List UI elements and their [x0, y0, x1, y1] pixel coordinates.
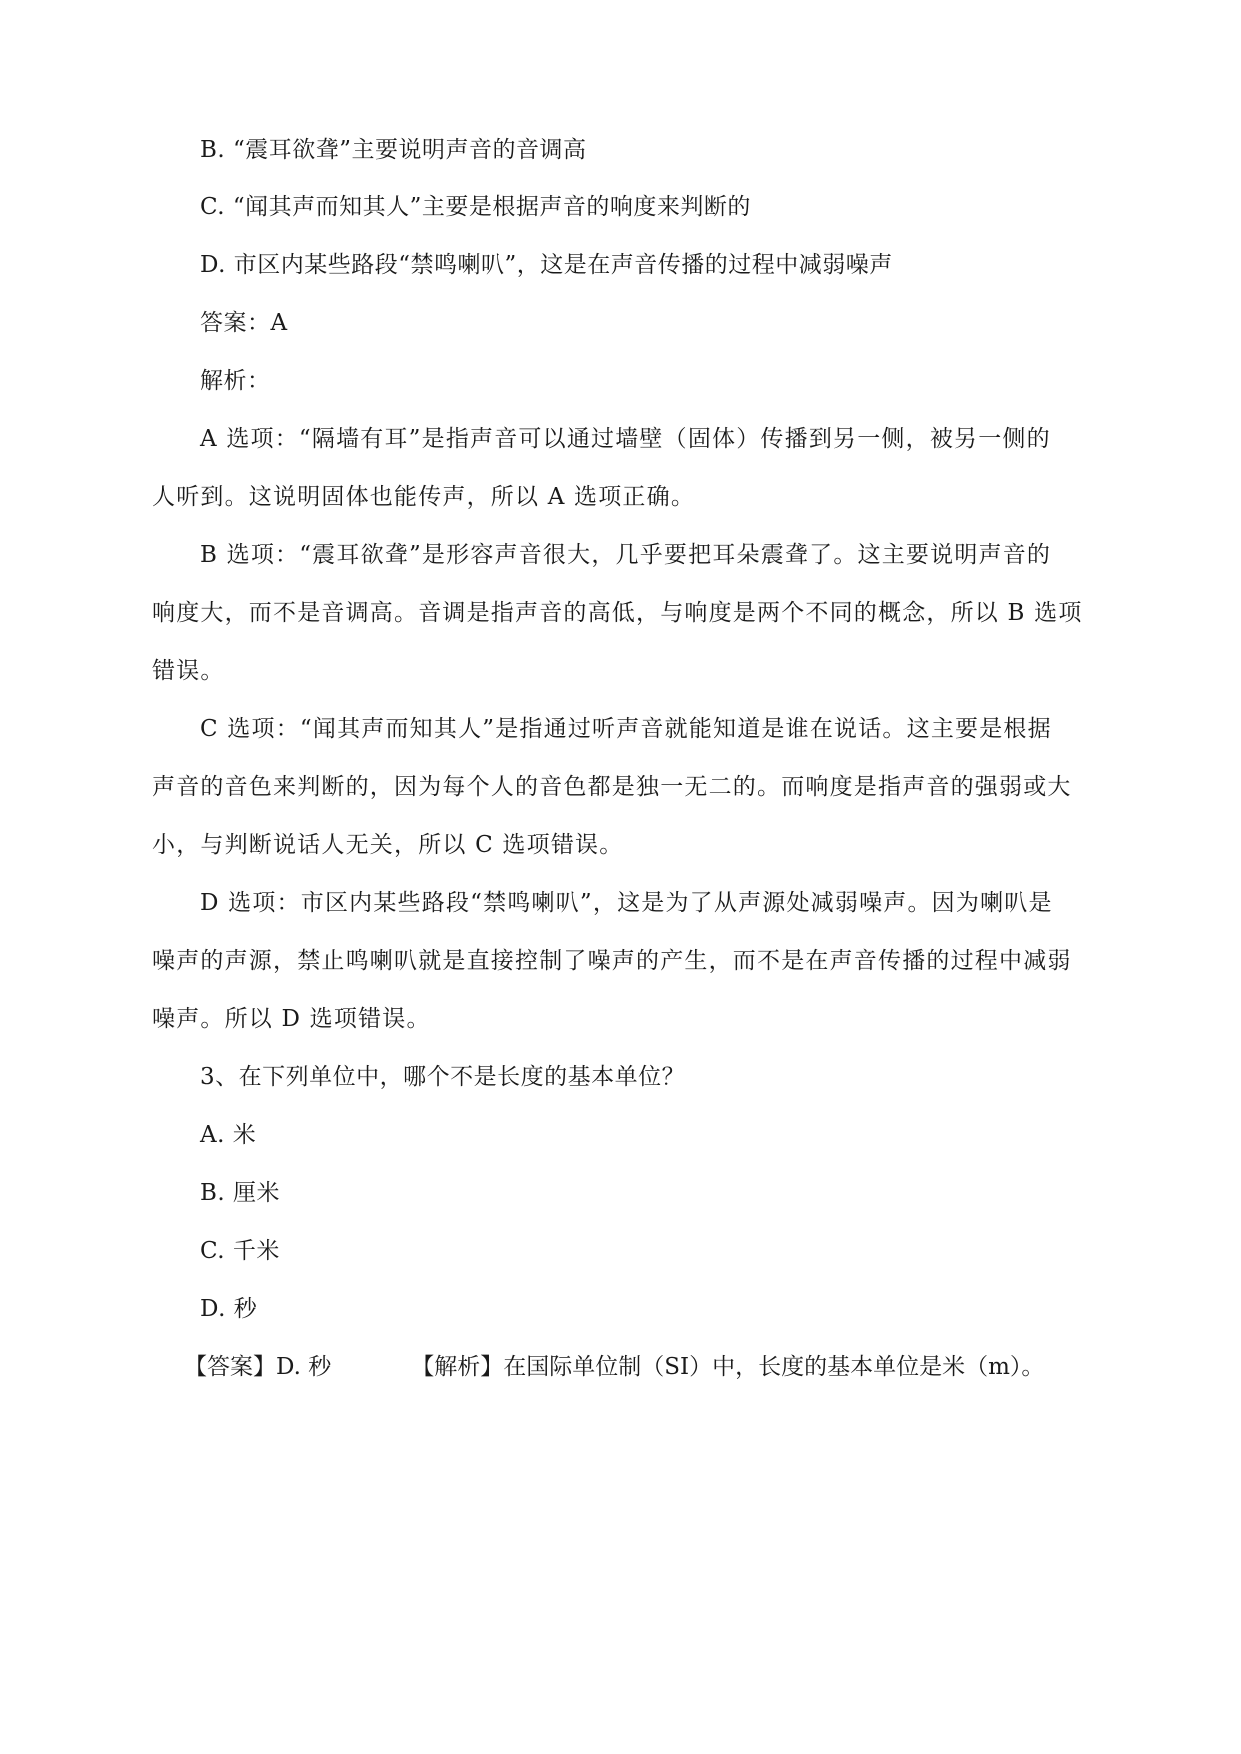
option-d-prev: D. 市区内某些路段“禁鸣喇叭”，这是在声音传播的过程中减弱噪声 — [200, 252, 893, 278]
question-3-option-b: B. 厘米 — [200, 1180, 281, 1206]
question-3-stem: 3、在下列单位中，哪个不是长度的基本单位？ — [200, 1064, 686, 1090]
analysis-d-line1: D 选项：市区内某些路段“禁鸣喇叭”，这是为了从声源处减弱噪声。因为喇叭是 — [200, 890, 1053, 916]
option-c-prev: C. “闻其声而知其人”主要是根据声音的响度来判断的 — [200, 194, 751, 220]
analysis-b-line3: 错误。 — [152, 658, 225, 684]
option-b-prev: B. “震耳欲聋”主要说明声音的音调高 — [200, 137, 587, 163]
question-3-option-d: D. 秒 — [200, 1296, 258, 1322]
analysis-c-line3: 小，与判断说话人无关，所以 C 选项错误。 — [152, 832, 624, 858]
question-3-analysis: 【解析】在国际单位制（SI）中，长度的基本单位是米（m）。 — [411, 1354, 1045, 1380]
analysis-a-line1: A 选项：“隔墙有耳”是指声音可以通过墙壁（固体）传播到另一侧，被另一侧的 — [200, 426, 1051, 452]
analysis-c-line1: C 选项：“闻其声而知其人”是指通过听声音就能知道是谁在说话。这主要是根据 — [200, 716, 1052, 742]
question-3-answer: 【答案】D. 秒 — [184, 1354, 332, 1380]
analysis-d-line2: 噪声的声源，禁止鸣喇叭就是直接控制了噪声的产生，而不是在声音传播的过程中减弱 — [152, 948, 1072, 974]
question-3-answer-row — [184, 1350, 1044, 1384]
analysis-label: 解析： — [200, 368, 271, 394]
analysis-a-line2: 人听到。这说明固体也能传声，所以 A 选项正确。 — [152, 484, 696, 510]
question-3-option-a: A. 米 — [200, 1122, 257, 1148]
analysis-b-line1: B 选项：“震耳欲聋”是形容声音很大，几乎要把耳朵震聋了。这主要说明声音的 — [200, 542, 1052, 568]
analysis-d-line3: 噪声。所以 D 选项错误。 — [152, 1006, 431, 1032]
question-3-option-c: C. 千米 — [200, 1238, 280, 1264]
answer-prev: 答案：A — [200, 310, 288, 336]
analysis-c-line2: 声音的音色来判断的，因为每个人的音色都是独一无二的。而响度是指声音的强弱或大 — [152, 774, 1072, 800]
analysis-b-line2: 响度大，而不是音调高。音调是指声音的高低，与响度是两个不同的概念，所以 B 选项 — [152, 600, 1083, 626]
